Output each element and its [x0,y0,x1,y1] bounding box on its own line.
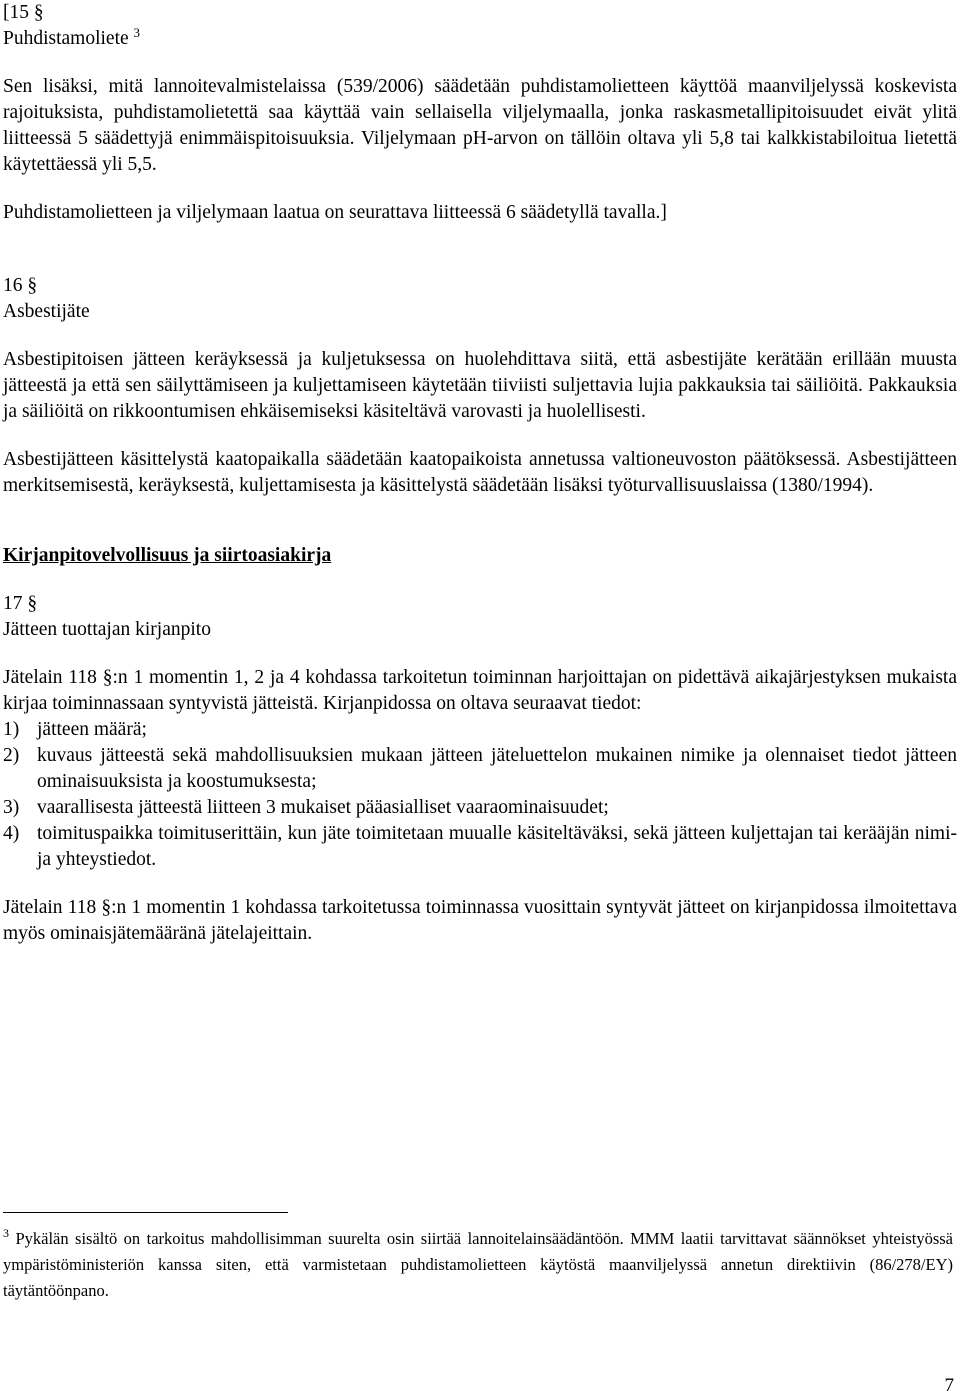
section-number: 16 § [3,275,38,296]
footnote-reference: 3 [133,25,141,40]
section-number: [15 § [3,2,44,23]
list-item [3,795,957,821]
list-item-number: 1) [3,719,20,740]
footnote-separator [3,1212,288,1213]
list-item-number: 3) [3,797,20,818]
paragraph: Sen lisäksi, mitä lannoitevalmistelaissa (539/2006) säädetään puhdistamolietteen käyttöä maanviljelyssä koskevista rajoituksista, puhdistamolietettä saa käyttää vain sellaisella viljelymaalla, jonka raskasmetallipitoisuudet eivät ylitä liitteessä 5 säädettyjä enimmäispitoisuuksia. Viljelymaan pH-arvon on tällöin oltava yli 5,8 tai kalkkistabiloitua lietettä käytettäessä yli 5,5. [3,76,957,175]
footnote [3,1226,953,1304]
list-item-text: kuvaus jätteestä sekä mahdollisuuksien mukaan jätteen jäteluettelon mukainen nimike ja olennaiset tiedot jätteen ominaisuuksista ja koostumuksesta; [37,745,957,792]
paragraph: Asbestijätteen käsittelystä kaatopaikalla säädetään kaatopaikoista annetussa valtioneuvoston päätöksessä. Asbestijätteen merkitsemisestä, keräyksestä, kuljettamisesta ja käsittelystä säädetään lisäksi työturvallisuuslaissa (1380/1994). [3,449,957,496]
footnote-text: Pykälän sisältö on tarkoitus mahdollisimman suurelta osin siirtää lannoitelainsäädäntöön. MMM laatii tarvittavat säännökset yhteistyössä ympäristöministeriön kanssa siten, että varmistetaan puhdistamolietteen käytöstä maanviljelyssä annetun direktiivin (86/278/EY) täytäntöönpano. [3,1229,953,1300]
list-item [3,821,957,873]
page-number: 7 [944,1375,954,1396]
section-title-text: Puhdistamoliete [3,28,129,49]
paragraph: Asbestipitoisen jätteen keräyksessä ja kuljetuksessa on huolehdittava siitä, että asbestijäte kerätään erillään muusta jätteestä ja että sen säilyttämiseen ja kuljettamiseen käytetään tiiviisti suljettavia lujia pakkauksia tai säiliöitä. Pakkauksia ja säiliöitä on rikkoontumisen ehkäisemiseksi käsiteltävä varovasti ja huolellisesti. [3,349,957,422]
list-item-text: vaarallisesta jätteestä liitteen 3 mukaiset pääasialliset vaaraominaisuudet; [37,797,609,818]
list-item-number: 4) [3,823,20,844]
section-title: Jätteen tuottajan kirjanpito [3,619,211,640]
chapter-heading: Kirjanpitovelvollisuus ja siirtoasiakirja [3,545,332,566]
list-item-text: jätteen määrä; [37,719,147,740]
list-item-number: 2) [3,745,20,766]
paragraph: Jätelain 118 §:n 1 momentin 1 kohdassa tarkoitetussa toiminnassa vuosittain syntyvät jätteet on kirjanpidossa ilmoitettava myös ominaisjätemääränä jätelajeittain. [3,897,957,944]
numbered-list [3,717,957,873]
paragraph: Puhdistamolietteen ja viljelymaan laatua on seurattava liitteessä 6 säädetyllä tavalla.] [3,202,667,223]
footnote-marker: 3 [3,1226,9,1240]
list-item [3,717,957,743]
list-item [3,743,957,795]
section-number: 17 § [3,593,38,614]
document-page [3,0,957,947]
section-title [3,26,957,52]
section-title: Asbestijäte [3,301,90,322]
list-item-text: toimituspaikka toimituserittäin, kun jäte toimitetaan muualle käsiteltäväksi, sekä jätteen kuljettajan tai kerääjän nimi- ja yhteystiedot. [37,823,957,870]
paragraph: Jätelain 118 §:n 1 momentin 1, 2 ja 4 kohdassa tarkoitetun toiminnan harjoittajan on pidettävä aikajärjestyksen mukaista kirjaa toiminnassaan syntyvistä jätteistä. Kirjanpidossa on oltava seuraavat tiedot: [3,667,957,714]
